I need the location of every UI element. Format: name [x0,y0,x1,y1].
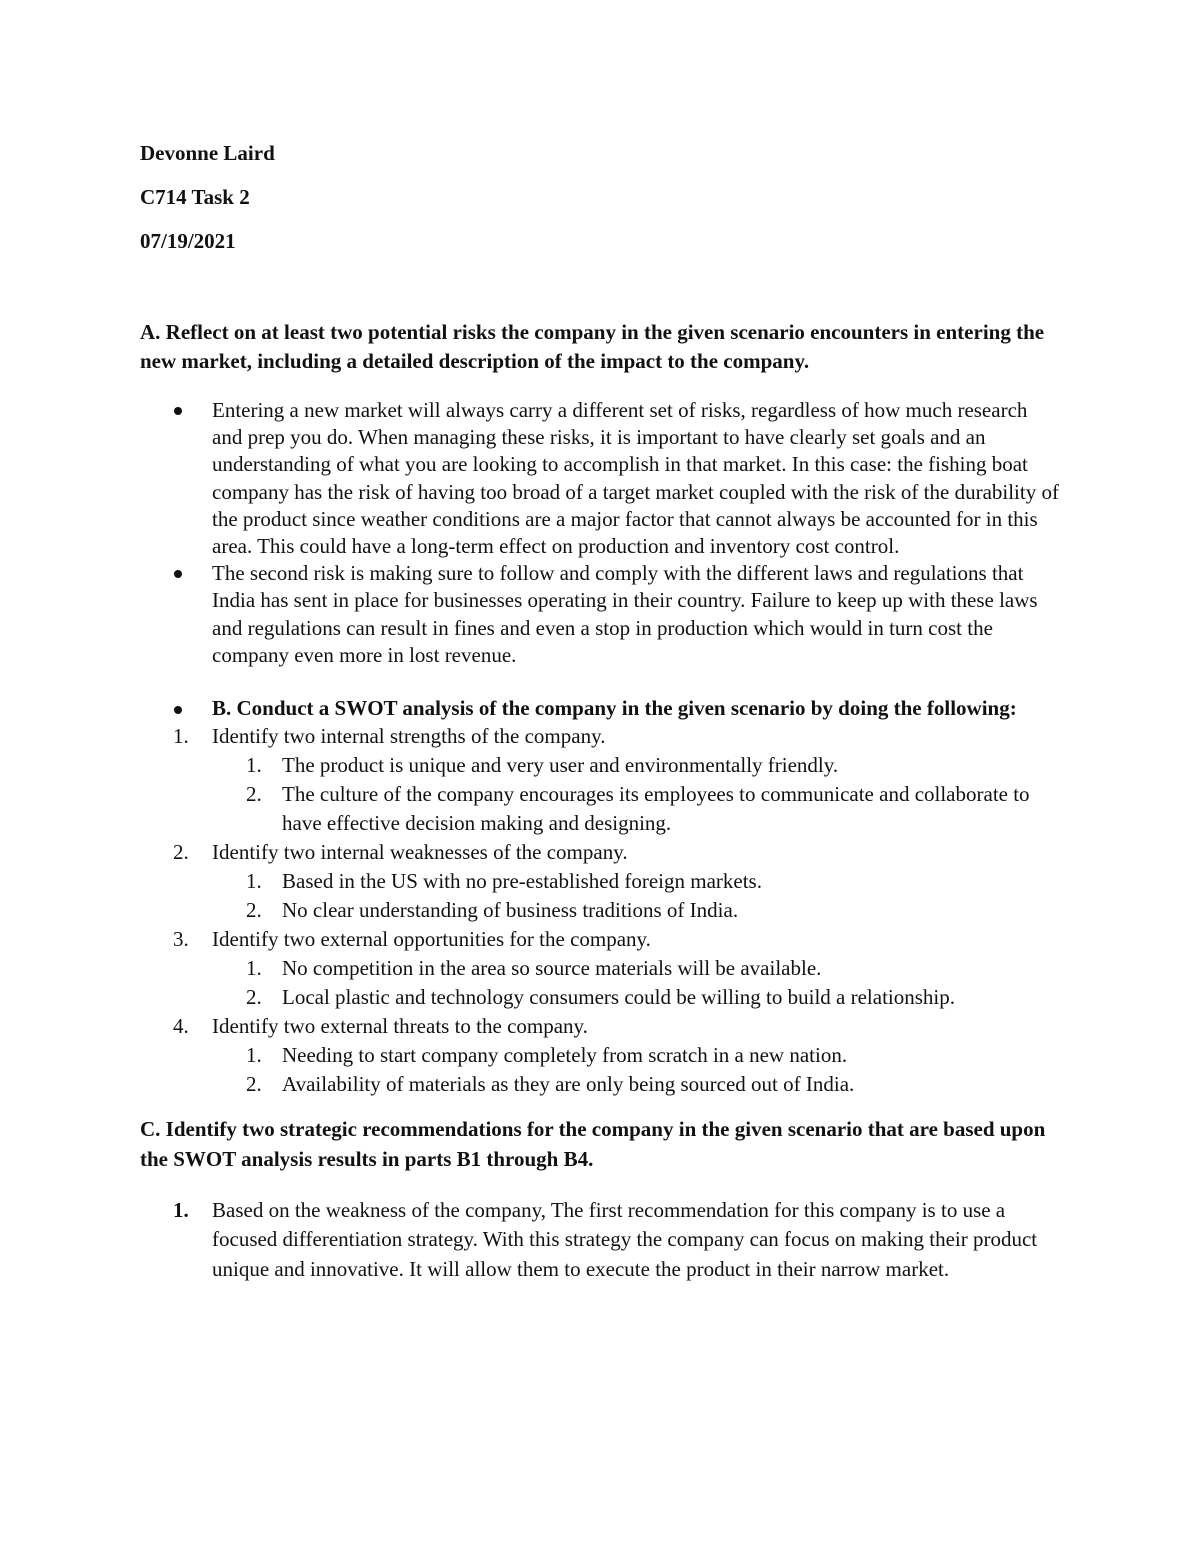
section-a-bullet-list [140,397,1060,669]
list-item: 2. Availability of materials as they are only being sourced out of India. [246,1072,855,1097]
document-date: 07/19/2021 [140,229,236,253]
swot-opportunities-label: Identify two external opportunities for the company. [212,927,651,952]
section-b-heading-list [140,695,1060,722]
section-b-heading: B. Conduct a SWOT analysis of the company in the given scenario by doing the following: [140,695,1060,722]
bullet-icon [174,706,182,714]
list-item: 2. No clear understanding of business traditions of India. [246,898,739,923]
list-item: 1. Based in the US with no pre-established foreign markets. [246,869,762,894]
bullet-text: The second risk is making sure to follow and comply with the different laws and regulations that India has sent in place for businesses operating in their country. Failure to keep up with these laws and regulations can result in fines and even a stop in production which would in turn cost the company even more in lost revenue. [212,561,1038,667]
course-task: C714 Task 2 [140,185,250,209]
recommendation-text: Based on the weakness of the company, The first recommendation for this company is to use a focused differentiation strategy. With this strategy the company can focus on making their product unique and innovative. It will allow them to execute the product in their narrow market. [212,1198,1038,1281]
bullet-icon [174,570,182,578]
list-item: 1. Identify two internal strengths of the company. 1. The product is unique and very user and environmentally friendly. 2. The culture of the company encourages its employees to communicate and collaborate to have effective decision making and designing. [140,722,1060,838]
bullet-text: Entering a new market will always carry a different set of risks, regardless of how much research and prep you do. When managing these risks, it is important to have clearly set goals and an understanding of what you are looking to accomplish in that market. In this case: the fishing boat company has the risk of having too broad of a target market coupled with the risk of the durability of the product since weather conditions are a major factor that cannot always be accounted for in this area. This could have a long-term effect on production and inventory cost control. [212,398,1059,559]
list-item: 1. Based on the weakness of the company, The first recommendation for this company is to use a focused differentiation strategy. With this strategy the company can focus on making their product unique and innovative. It will allow them to execute the product in their narrow market. [173,1198,1038,1281]
list-item [140,560,1060,669]
list-item: 4. Identify two external threats to the company. 1. Needing to start company completely from scratch in a new nation. 2. Availability of materials as they are only being sourced out of India. [140,1012,1060,1099]
swot-threats-label: Identify two external threats to the company. [212,1014,588,1039]
section-c-heading: C. Identify two strategic recommendations for the company in the given scenario that are based upon the SWOT analysis results in parts B1 through B4. [140,1117,1046,1172]
list-item [140,397,1060,560]
section-a-heading: A. Reflect on at least two potential risks the company in the given scenario encounters in entering the new market, including a detailed description of the impact to the company. [140,320,1045,373]
list-item: 2. Identify two internal weaknesses of the company. 1. Based in the US with no pre-established foreign markets. 2. No clear understanding of business traditions of India. [140,838,1060,925]
bullet-icon [174,407,182,415]
list-item: 3. Identify two external opportunities for the company. 1. No competition in the area so source materials will be available. 2. Local plastic and technology consumers could be willing to build a relationship. [140,925,1060,1012]
list-item: 2. Local plastic and technology consumers could be willing to build a relationship. [246,985,956,1010]
recommendation-list [140,1196,1060,1284]
swot-weaknesses-label: Identify two internal weaknesses of the company. [212,840,628,865]
list-item: 1. Needing to start company completely from scratch in a new nation. [246,1043,848,1068]
list-item: 2. The culture of the company encourages its employees to communicate and collaborate to have effective decision making and designing. [246,782,1030,836]
list-item: 1. The product is unique and very user and environmentally friendly. [246,753,839,778]
swot-list [140,722,1060,1099]
author-name: Devonne Laird [140,141,275,165]
swot-strengths-label: Identify two internal strengths of the company. [212,724,606,749]
list-item: 1. No competition in the area so source materials will be available. [246,956,822,981]
